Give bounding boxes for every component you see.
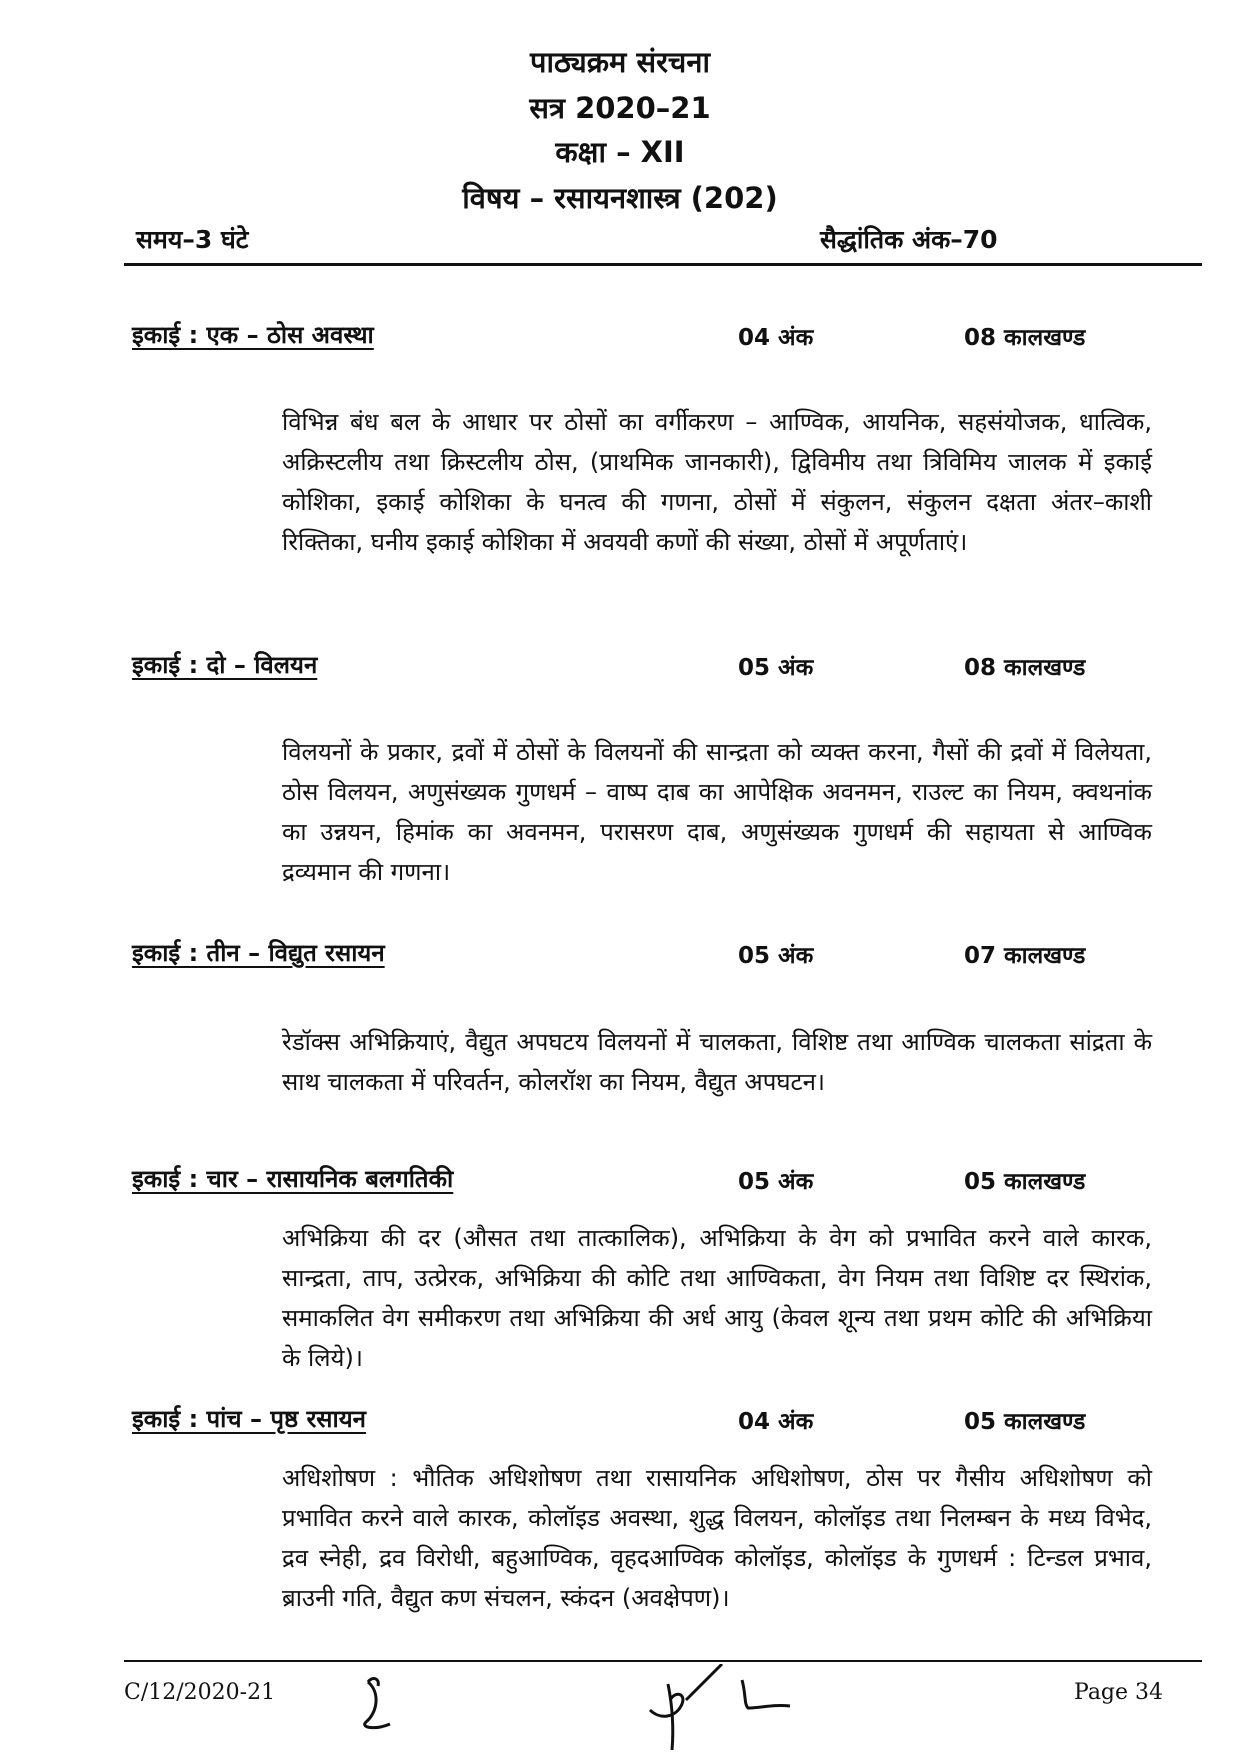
class-label: कक्षा – XII	[555, 135, 685, 169]
page-number: Page 34	[1074, 1680, 1164, 1705]
unit-title: इकाई : तीन – विद्युत रसायन	[132, 939, 385, 967]
unit-content: अधिशोषण : भौतिक अधिशोषण तथा रासायनिक अधिशोषण, ठोस पर गैसीय अधिशोषण को प्रभावित करने वाले कारक, कोलॉइड अवस्था, शुद्ध विलयन, कोलॉइड तथा निलम्बन के मध्य विभेद, द्रव स्नेही, द्रव विरोधी, बहुआण्विक, वृहदआण्विक कोलॉइड, कोलॉइड के गुणधर्म : टिन्डल प्रभाव, ब्राउनी गति, वैद्युत कण संचलन, स्कंदन (अवक्षेपण)।	[282, 1464, 1152, 1612]
header-divider	[124, 263, 1202, 266]
document-title: पाठ्यक्रम संरचना	[530, 45, 710, 79]
session: सत्र 2020–21	[529, 91, 711, 125]
unit-periods: 05 कालखण्ड	[964, 1169, 1086, 1195]
handwritten-signatures	[350, 1664, 870, 1753]
unit-periods: 08 कालखण्ड	[964, 655, 1086, 681]
unit-periods: 07 कालखण्ड	[964, 943, 1086, 969]
unit-title: इकाई : पांच – पृष्ठ रसायन	[132, 1405, 366, 1433]
footer-divider	[124, 1660, 1202, 1662]
unit-marks: 04 अंक	[738, 325, 814, 351]
unit-marks: 05 अंक	[738, 943, 814, 969]
unit-content: विभिन्न बंध बल के आधार पर ठोसों का वर्गीकरण – आण्विक, आयनिक, सहसंयोजक, धात्विक, अक्रिस्टलीय तथा क्रिस्टलीय ठोस, (प्राथमिक जानकारी), द्विविमीय तथा त्रिविमिय जालक में इकाई कोशिका, इकाई कोशिका के घनत्व की गणना, ठोसों में संकुलन, संकुलन दक्षता अंतर–काशी रिक्तिका, घनीय इकाई कोशिका में अवयवी कणों की संख्या, ठोसों में अपूर्णताएं।	[282, 408, 1152, 556]
unit-content: रेडॉक्स अभिक्रियाएं, वैद्युत अपघटय विलयनों में चालकता, विशिष्ट तथा आण्विक चालकता सांद्रता के साथ चालकता में परिवर्तन, कोलरॉश का नियम, वैद्युत अपघटन।	[282, 1028, 1152, 1096]
unit-marks: 04 अंक	[738, 1409, 814, 1435]
unit-title: इकाई : दो – विलयन	[132, 651, 318, 679]
unit-content: विलयनों के प्रकार, द्रवों में ठोसों के विलयनों की सान्द्रता को व्यक्त करना, गैसों की द्रवों में विलेयता, ठोस विलयन, अणुसंख्यक गुणधर्म – वाष्प दाब का आपेक्षिक अवनमन, राउल्ट का नियम, क्वथनांक का उन्नयन, हिमांक का अवनमन, परासरण दाब, अणुसंख्यक गुणधर्म की सहायता से आण्विक द्रव्यमान की गणना।	[282, 738, 1152, 886]
unit-periods: 05 कालखण्ड	[964, 1409, 1086, 1435]
theory-marks: सैद्धांतिक अंक–70	[820, 225, 998, 254]
subject-label: विषय – रसायनशास्त्र (202)	[462, 181, 778, 215]
unit-marks: 05 अंक	[738, 655, 814, 681]
unit-periods: 08 कालखण्ड	[964, 325, 1086, 351]
unit-content: अभिक्रिया की दर (औसत तथा तात्कालिक), अभिक्रिया के वेग को प्रभावित करने वाले कारक, सान्द्रता, ताप, उत्प्रेरक, अभिक्रिया की कोटि तथा आण्विकता, वेग नियम तथा विशिष्ट दर स्थिरांक, समाकलित वेग समीकरण तथा अभिक्रिया की अर्ध आयु (केवल शून्य तथा प्रथम कोटि की अभिक्रिया के लिये)।	[282, 1224, 1152, 1372]
unit-marks: 05 अंक	[738, 1169, 814, 1195]
unit-title: इकाई : चार – रासायनिक बलगतिकी	[132, 1165, 454, 1193]
document-code: C/12/2020-21	[124, 1680, 276, 1705]
exam-duration: समय–3 घंटे	[136, 225, 249, 254]
unit-title: इकाई : एक – ठोस अवस्था	[132, 321, 374, 349]
